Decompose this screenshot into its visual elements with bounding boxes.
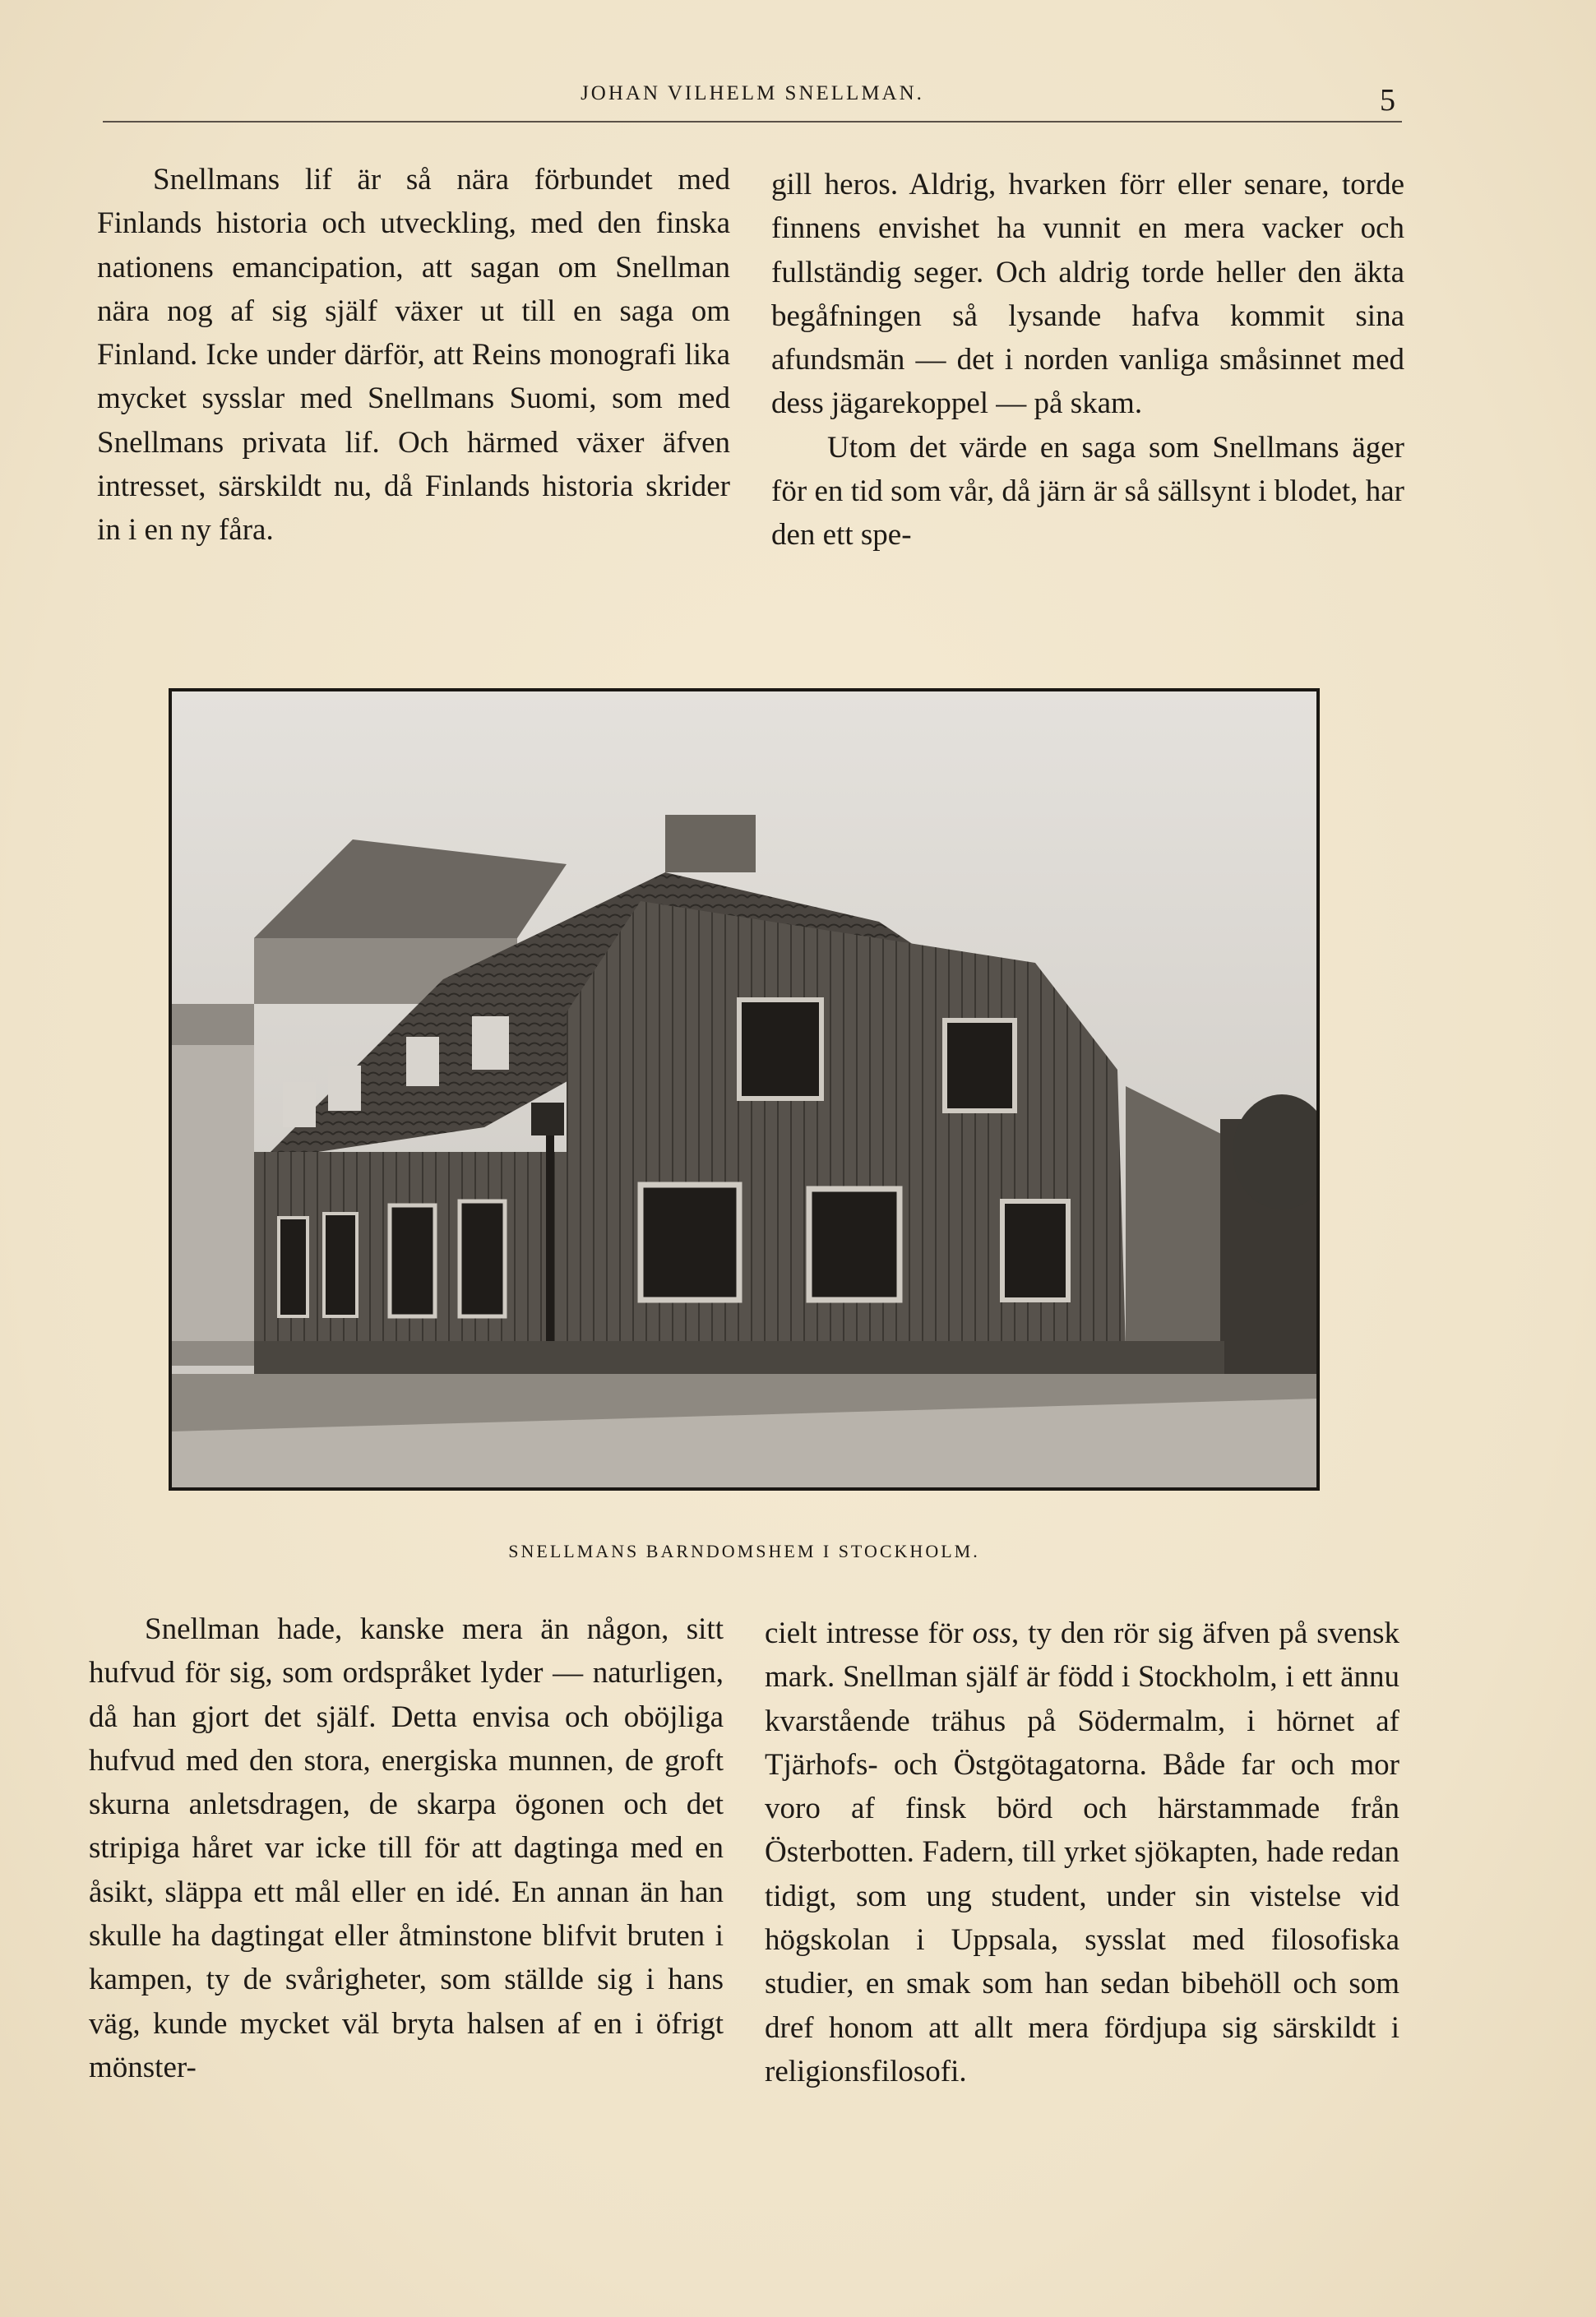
house-illustration: [172, 691, 1316, 1487]
column-bottom-left: [89, 1607, 724, 2089]
text-run: , ty den rör sig äfven på svensk mark. Snellman själf är född i Stockholm, i ett ännu kvarstående trähus på Södermalm, i hörnet af Tjärhofs- och Östgötagatorna. Både far och mor voro af finsk börd och härstammade från Österbotten. Fadern, till yrket sjökapten, hade redan tidigt, som ung student, under sin vistelse vid högskolan i Uppsala, sysslat med filosofiska studier, en smak som han sedan bibehöll och som dref honom att allt mera fördjupa sig särskildt i religionsfilosofi.: [765, 1616, 1399, 2088]
column-bottom-right: [765, 1612, 1399, 2093]
header-rule: [103, 121, 1402, 123]
paragraph: Snellman hade, kanske mera än någon, sitt hufvud för sig, som ordspråket lyder — naturligen, då han gjort det själf. Detta envisa och oböjliga hufvud med den stora, energiska munnen, de groft skurna anletsdragen, de skarpa ögonen och det stripiga håret var icke till för att dagtinga med en åsikt, släppa ett mål eller en idé. En annan än han skulle ha dagtingat eller åtminstone blifvit bruten i kampen, ty de svårigheter, som ställde sig i hans väg, kunde mycket väl bryta halsen af en i öfrigt mönster-: [89, 1612, 724, 2084]
italic-word: oss: [972, 1616, 1011, 1650]
column-top-left: [97, 158, 730, 553]
column-top-right: [771, 163, 1404, 557]
paragraph: Utom det värde en saga som Snellmans äger för en tid som vår, då järn är så sällsynt i blodet, har den ett spe-: [771, 430, 1404, 553]
figure-caption: SNELLMANS BARNDOMSHEM I STOCKHOLM.: [508, 1541, 980, 1561]
paragraph: gill heros. Aldrig, hvarken förr eller senare, torde finnens envishet ha vunnit en mera vacker och fullständig seger. Och aldrig torde heller den äkta begåfningen så lysande hafva kommit sina afundsmän — det i norden vanliga småsinnet med dess jägarekoppel — på skam.: [771, 168, 1404, 421]
running-head: JOHAN VILHELM SNELLMAN.: [581, 82, 924, 104]
text-run: cielt intresse för: [765, 1616, 973, 1650]
paragraph: Snellmans lif är så nära förbundet med Finlands historia och utveckling, med den finska nationens emancipation, att sagan om Snellman nära nog af sig själf växer ut till en saga om Finland. Icke under därför, att Reins monografi lika mycket sysslar med Snellmans Suomi, som med Snellmans privata lif. Och härmed växer äfven intresset, särskildt nu, då Finlands historia skrider in i en ny fåra.: [97, 163, 730, 548]
paragraph: [765, 1612, 1399, 2093]
page-number: 5: [1380, 83, 1395, 118]
house-photograph: [169, 688, 1320, 1491]
